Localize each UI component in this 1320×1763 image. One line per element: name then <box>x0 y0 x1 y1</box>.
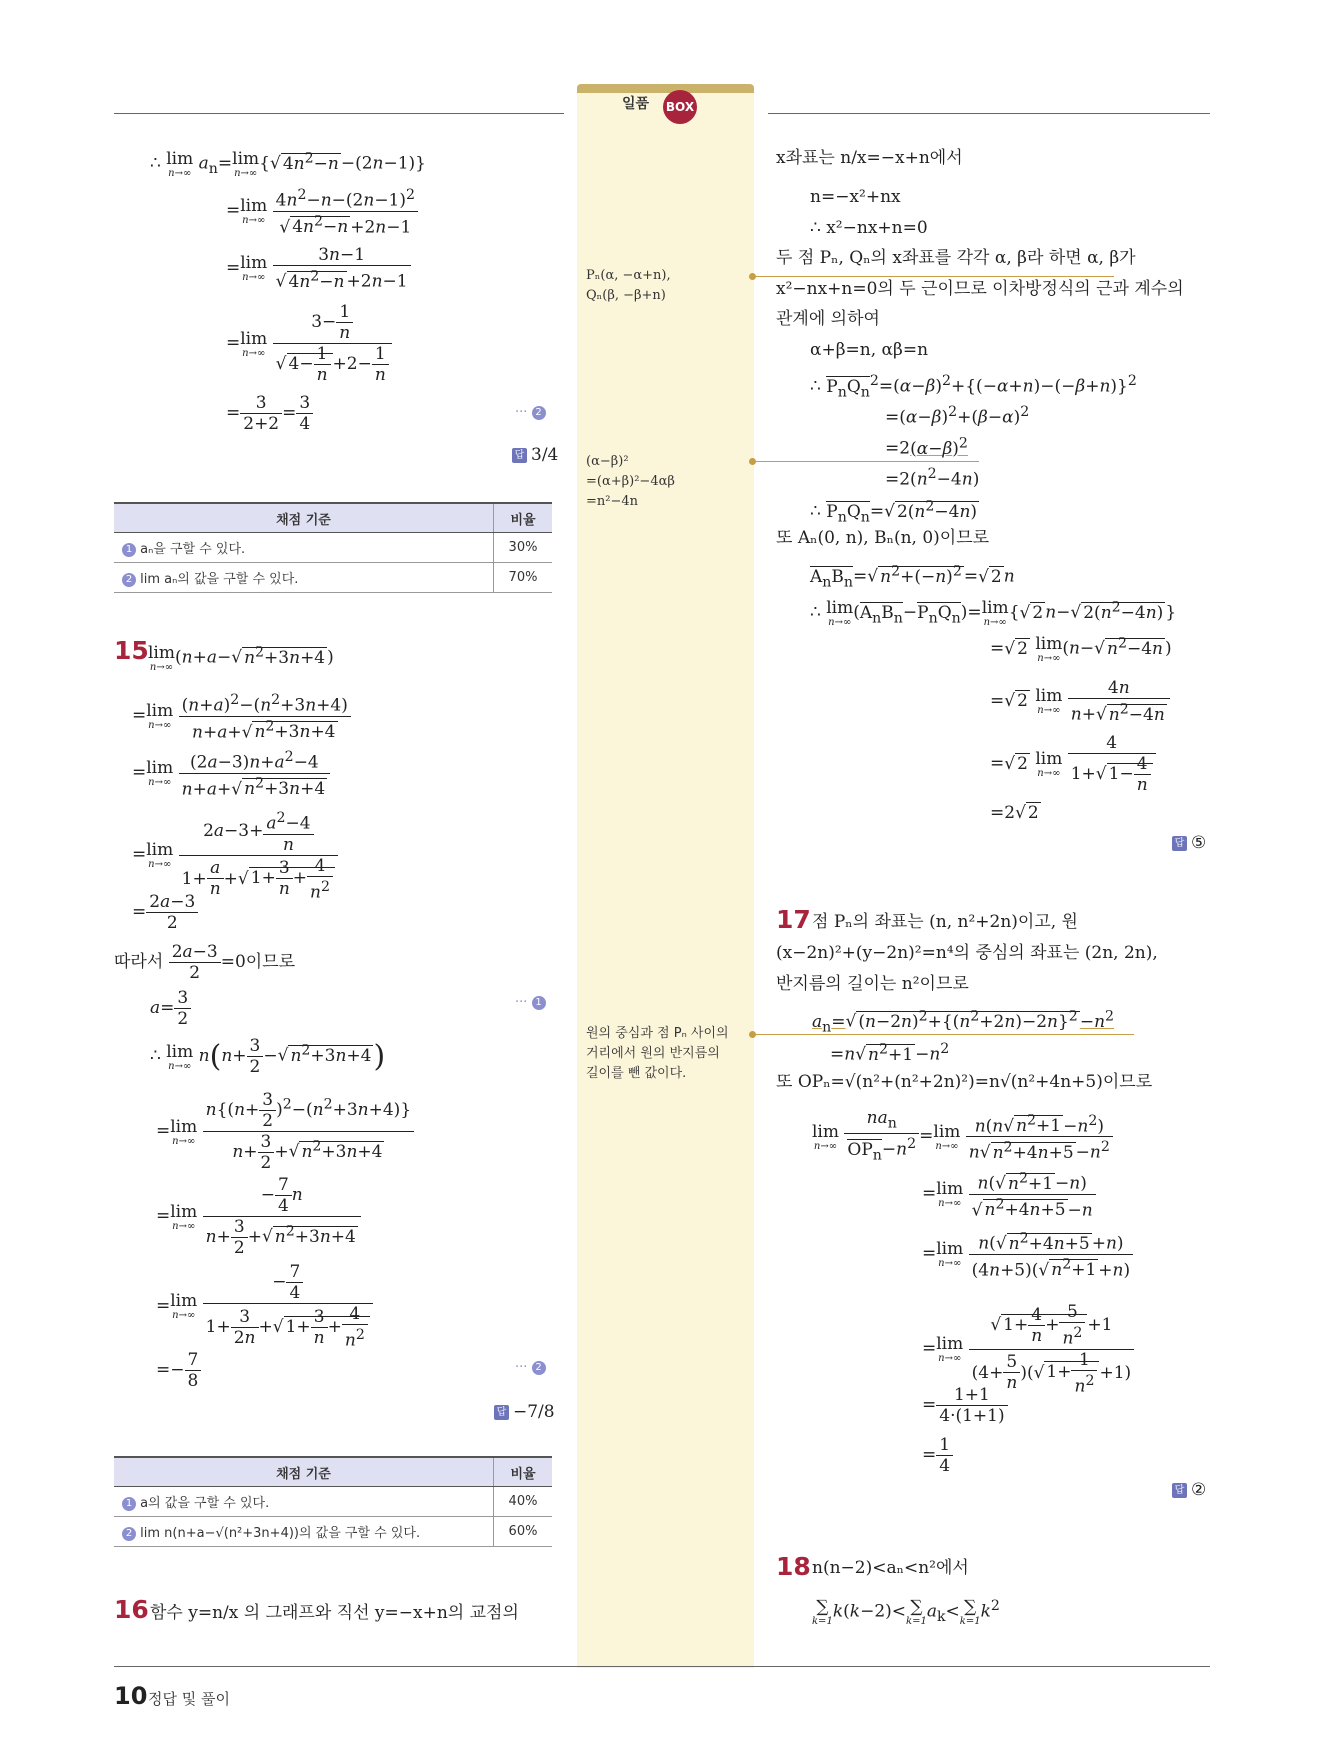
p15-line9: =lim n→∞ − $\frac{7}{4}$ n n+ $\frac{3}{2}$ +√ $n^2+3n+4$ <box>156 1175 361 1258</box>
p16sol-line5: x²−nx+n=0의 두 근이므로 이차방정식의 근과 계수의 <box>776 279 1184 299</box>
answer-icon: 답 <box>1172 1483 1187 1498</box>
p14-line3: =lim n→∞ $\frac{3n-1}{√ 4n^2-n +2n-1}$ <box>226 245 411 292</box>
box-badge: BOX <box>663 90 697 124</box>
p17-line1: 점 Pₙ의 좌표는 (n, n²+2n)이고, 원 <box>812 912 1078 932</box>
footer-label: 정답 및 풀이 <box>148 1690 230 1708</box>
p14-line4: =lim n→∞ 3− $\frac{1}{n}$ √ 4− $\frac{1}{n}$ +2− $\frac{1}{n}$ <box>226 302 392 385</box>
p16sol-line18: =√ 2 lim n→∞ 4 1+√ 1− $\frac{4}{n}$ <box>990 733 1156 795</box>
p16sol-line1: x좌표는 n/x=−x+n에서 <box>776 148 963 168</box>
p16sol-line17: =√ 2 lim n→∞ $\frac{4n}{n+√ n^2-4n}$ <box>990 678 1170 725</box>
p17-line4: $a_n=√$ $(n-2n)^2+\{(n^2+2n)-2n\}^2 -n^2$ <box>812 1008 1115 1036</box>
p17-line12: = $\frac{1}{4}$ <box>922 1435 953 1476</box>
p14-line1: ∴ lim n→∞ $a_n=\lim$ n→∞ {√ $4n^2-n -(2n-1)$} <box>150 149 426 180</box>
problem-number-15: 15 <box>114 636 149 665</box>
score-header-ratio: 비율 <box>494 503 553 533</box>
p15-line10: =lim n→∞ − $\frac{7}{4}$ 1+ $\frac{3}{2n}$ +√ 1+ $\frac{3}{n}$ + $\frac{4}{n^2}$ <box>156 1262 373 1351</box>
page-number: 10 <box>114 1682 148 1710</box>
header-rule-left <box>114 113 564 114</box>
table-row: 1 aₙ을 구할 수 있다. 30% <box>114 533 552 563</box>
p18-line2: ∑ k=1 k(k−2)< ∑ k=1 $a_k<$ ∑ k=1 $k^2$ <box>812 1597 1000 1628</box>
p15-line3: =lim n→∞ 2a−3+ $\frac{a^2-4}{n}$ 1+ $\frac{a}{n}$ +√ 1+ $\frac{3}{n}$ + $\frac{4}{n^2}$ <box>132 808 338 902</box>
p16sol-line16: =√ 2 lim n→∞ (n−√ $n^2-4n$ ) <box>990 634 1172 665</box>
score-table-14 <box>114 502 552 593</box>
p16-answer: 답 ⑤ <box>1172 833 1206 853</box>
header-rule-right <box>768 113 1210 114</box>
score-header-ratio: 비율 <box>494 1457 553 1487</box>
p17-line3: 반지름의 길이는 n²이므로 <box>776 974 969 994</box>
p16sol-line3: ∴ x²−nx+n=0 <box>810 218 928 238</box>
p16sol-line11: $=2(n^2-4n)$ <box>885 466 980 490</box>
score-header-criteria: 채점 기준 <box>114 1457 494 1487</box>
side-note-3: 원의 중심과 점 Pₙ 사이의 거리에서 원의 반지름의 길이를 뺀 값이다. <box>586 1026 729 1081</box>
p16sol-line14: $A_nB_n=√$ $n^2+(-n)^2$ =√ 2 n <box>810 563 1015 591</box>
p17-line6: 또 OPₙ=√(n²+(n²+2n)²)=n√(n²+4n+5)이므로 <box>776 1072 1153 1092</box>
problem-number-17: 17 <box>776 905 811 934</box>
step-marker-2: ··· 2 <box>515 405 546 420</box>
p17-answer: 답 ② <box>1172 1480 1206 1500</box>
p15-line4: = $\frac{2a-3}{2}$ <box>132 892 198 933</box>
step-marker-1: ··· 1 <box>515 995 546 1010</box>
p14-line5: = $\frac{3}{2+2}$ = $\frac{3}{4}$ <box>226 393 313 434</box>
p17-line10: =lim n→∞ √ 1+ $\frac{4}{n}$ + $\frac{5}{n^2}$ +1 (4+ $\frac{5}{n}$ )(√ 1+ $\frac{1}{n^2}$ +1) <box>922 1302 1134 1396</box>
p15-line7: ∴ lim n→∞ n(n+ $\frac{3}{2}$ −√ $n^2+3n+4$) <box>150 1036 386 1077</box>
problem-number-18: 18 <box>776 1552 811 1581</box>
p15-line5: 따라서 $\frac{2a-3}{2}$ =0이므로 <box>114 942 296 983</box>
p14-line2: =lim n→∞ $\frac{4n^2-n-(2n-1)^2}{√ 4n^2-n +2n-1}$ <box>226 185 418 237</box>
p16sol-line9: $=(\alpha-\beta)^2+(\beta-\alpha)^2$ <box>885 404 1030 428</box>
p16sol-line10: $=2(\alpha-\beta)^2$ <box>885 435 968 459</box>
p15-line2: =lim n→∞ $\frac{(2a-3)n+a^2-4}{n+a+√ n^2+3n+4}$ <box>132 747 330 799</box>
table-row: 2 lim aₙ의 값을 구할 수 있다. 70% <box>114 563 552 593</box>
p16sol-line6: 관계에 의하여 <box>776 309 880 329</box>
box-title: 일품 <box>622 96 650 112</box>
footer-rule <box>114 1666 1210 1667</box>
side-note-column <box>577 86 754 1668</box>
p16-statement: 함수 y=n/x 의 그래프와 직선 y=−x+n의 교점의 <box>150 1603 519 1623</box>
p18-line1: n(n−2)<aₙ<n²에서 <box>812 1558 969 1578</box>
problem-number-16: 16 <box>114 1595 149 1624</box>
leader-line-2 <box>754 461 979 462</box>
answer-icon: 답 <box>494 1405 509 1420</box>
p15-line1: =lim n→∞ $\frac{(n+a)^2-(n^2+3n+4)}{n+a+√ n^2+3n+4}$ <box>132 690 351 742</box>
step-marker-2b: ··· 2 <box>515 1360 546 1375</box>
leader-line-1 <box>754 276 1114 277</box>
table-row: 2 lim n(n+a−√(n²+3n+4))의 값을 구할 수 있다. 60% <box>114 1517 552 1547</box>
p17-line11: = $\frac{1+1}{4\cdot(1+1)}$ <box>922 1385 1008 1426</box>
p15-line8: =lim n→∞ n{(n+ $\frac{3}{2}$ )$^2-(n^2+3n+4)$} n+ $\frac{3}{2}$ +√ $n^2+3n+4$ <box>156 1090 414 1173</box>
score-table-15 <box>114 1456 552 1547</box>
p17-line2: (x−2n)²+(y−2n)²=n⁴의 중심의 좌표는 (2n, 2n), <box>776 943 1158 963</box>
side-note-2: (α−β)² =(α+β)²−4αβ =n²−4n <box>586 454 675 509</box>
p15-line11: =− $\frac{7}{8}$ <box>156 1350 201 1391</box>
p15-answer: 답 −7/8 <box>494 1402 555 1422</box>
p16sol-line15: ∴ lim n→∞ $(A_nB_n-P_nQ_n)=\lim$ n→∞ {√ 2 n−√ $2(n^2-4n)$ } <box>810 598 1177 629</box>
p15-line6: a= $\frac{3}{2}$ <box>150 988 191 1029</box>
p16sol-line19: =2√ 2 <box>990 803 1039 823</box>
side-note-column-top <box>577 84 754 93</box>
p17-line7: lim n→∞ $\frac{na_n}{OP_n-n^2}$ =lim n→∞ $\frac{n(n√ n^2+1 -n^2)}{n√ n^2+4n+5 -n^2}$ <box>812 1108 1113 1165</box>
answer-icon: 답 <box>512 448 527 463</box>
p16sol-line2: n=−x²+nx <box>810 187 901 207</box>
p16sol-line12: ∴ $P_nQ_n=√$ $2(n^2-4n)$ <box>810 498 978 526</box>
p14-answer: 답 3/4 <box>512 445 558 465</box>
p17-line9: =lim n→∞ $\frac{n(√ n^2+4n+5 +n)}{(4n+5)(√ n^2+1 +n)}$ <box>922 1228 1133 1280</box>
p16sol-line7: α+β=n, αβ=n <box>810 340 929 360</box>
score-header-criteria: 채점 기준 <box>114 503 494 533</box>
table-row: 1 a의 값을 구할 수 있다. 40% <box>114 1487 552 1517</box>
p16sol-line13: 또 Aₙ(0, n), Bₙ(n, 0)이므로 <box>776 528 990 548</box>
side-note-1: Pₙ(α, −α+n), Qₙ(β, −β+n) <box>586 268 671 303</box>
p17-line8: =lim n→∞ $\frac{n(√ n^2+1 -n)}{√ n^2+4n+5 -n}$ <box>922 1168 1096 1220</box>
p16sol-line8: ∴ $P_nQ_n^2=(\alpha-\beta)^2+\{(-\alpha+n)-(-\beta+n)\}^2$ <box>810 373 1137 401</box>
p15-line0: lim n→∞ (n+a−√ $n^2+3n+4$ ) <box>148 643 334 674</box>
answer-icon: 답 <box>1172 836 1187 851</box>
p16sol-line4: 두 점 Pₙ, Qₙ의 x좌표를 각각 α, β라 하면 α, β가 <box>776 248 1136 268</box>
p17-line5: =n√ $n^2+1 -n^2$ <box>830 1041 950 1065</box>
